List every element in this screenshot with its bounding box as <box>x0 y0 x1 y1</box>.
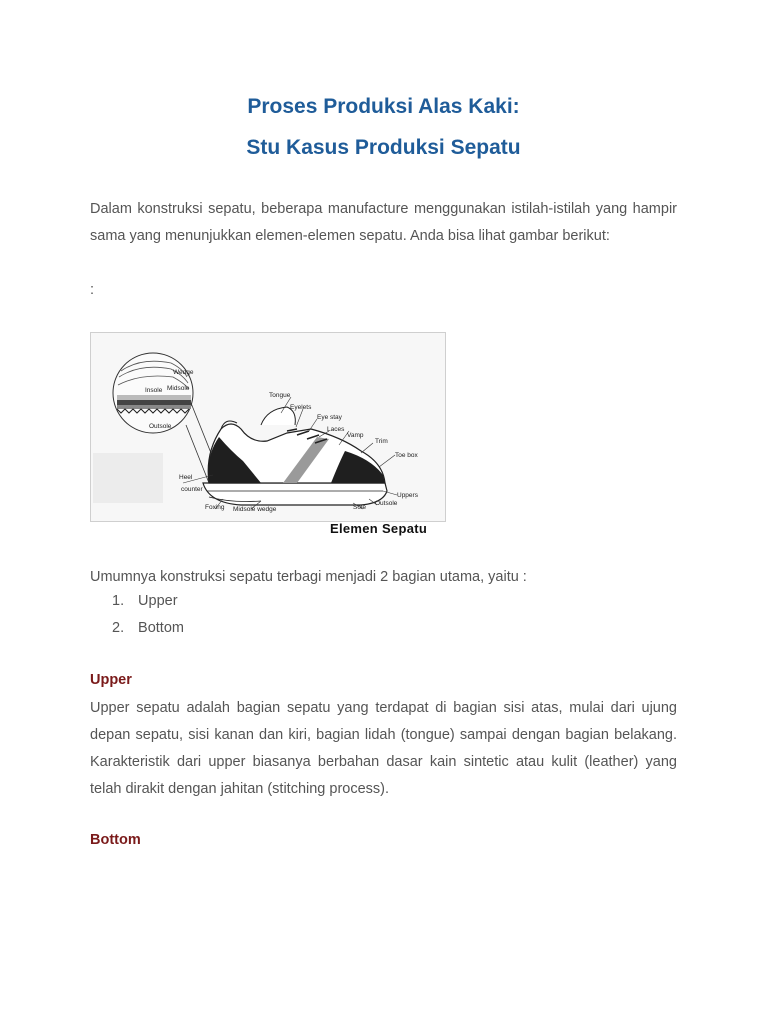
figure-caption: Elemen Sepatu <box>330 521 428 536</box>
label-sole: Sole <box>353 504 367 511</box>
label-vamp: Vamp <box>347 432 364 439</box>
label-outsole: Outsole <box>375 500 398 507</box>
label-wedge: Wedge <box>173 369 194 376</box>
list-number: 1. <box>112 593 125 609</box>
label-insole: Insole <box>145 387 163 394</box>
list-number: 2. <box>112 620 125 636</box>
list-label: Upper <box>138 593 178 609</box>
label-trim: Trim <box>375 438 388 445</box>
label-uppers: Uppers <box>397 492 418 499</box>
list-item <box>90 615 184 642</box>
construction-lead: Umumnya konstruksi sepatu terbagi menjadi 2 bagian utama, yaitu : <box>90 569 527 585</box>
label-toe-box: Toe box <box>395 452 418 459</box>
shoe-diagram <box>90 332 446 522</box>
document-title: Proses Produksi Alas Kaki: <box>247 95 520 118</box>
list-label: Bottom <box>138 620 184 636</box>
label-tongue: Tongue <box>269 392 291 399</box>
label-outsole-inset: Outsole <box>149 423 172 430</box>
label-counter: counter <box>181 486 203 493</box>
intro-colon: : <box>90 282 95 298</box>
section-heading-bottom: Bottom <box>90 832 141 848</box>
label-laces: Laces <box>327 426 345 433</box>
label-heel: Heel <box>179 474 193 481</box>
intro-paragraph: Dalam konstruksi sepatu, beberapa manufacture menggunakan istilah-istilah yang hampir sama yang menunjukkan elemen-elemen sepatu. Anda bisa lihat gambar berikut: <box>90 201 677 244</box>
label-midsole-wedge: Midsole wedge <box>233 506 277 513</box>
label-midsole: Midsole <box>167 385 190 392</box>
section-heading-upper: Upper <box>90 672 132 688</box>
shoe-illustration <box>91 333 446 522</box>
construction-list <box>90 588 184 642</box>
list-item <box>90 588 184 615</box>
upper-paragraph: Upper sepatu adalah bagian sepatu yang terdapat di bagian sisi atas, mulai dari ujung depan sepatu, sisi kanan dan kiri, bagian lidah (tongue) sampai dengan bagian belakang. Karakteristik dari upper biasanya berbahan dasar kain sintetic atau kulit (leather) yang telah dirakit dengan jahitan (stitching process). <box>90 700 677 797</box>
label-eye-stay: Eye stay <box>317 414 342 421</box>
document-subtitle: Stu Kasus Produksi Sepatu <box>246 136 521 159</box>
label-eyelets: Eyelets <box>290 404 312 411</box>
label-foxing: Foxing <box>205 504 225 511</box>
